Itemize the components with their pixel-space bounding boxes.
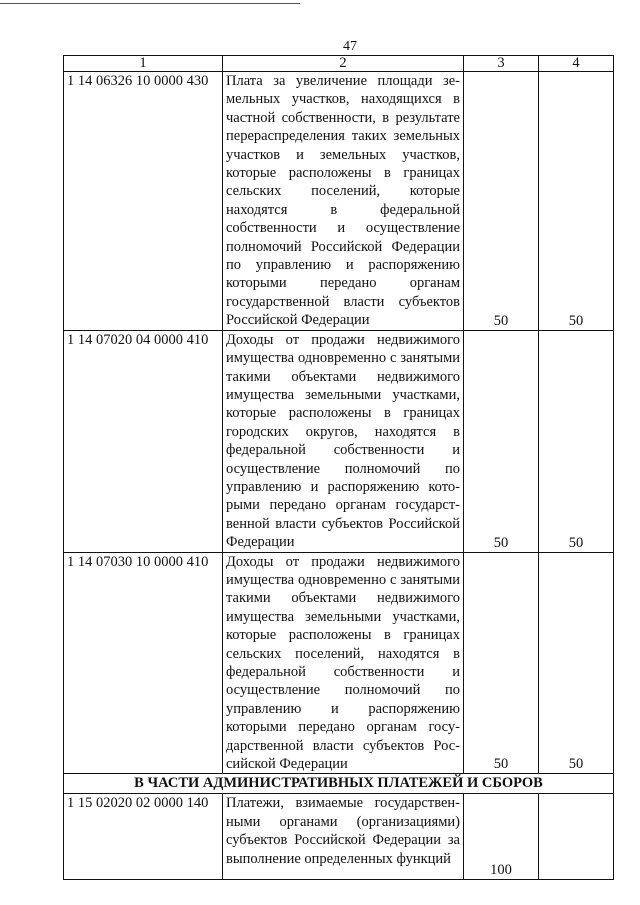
table-row — [64, 330, 614, 552]
section-header-row — [64, 774, 614, 794]
header-col-1: 1 — [64, 56, 223, 72]
header-col-2: 2 — [223, 56, 464, 72]
top-rule — [0, 3, 300, 4]
row-code: 1 14 07020 04 0000 410 — [64, 330, 223, 552]
revenue-table — [63, 55, 614, 880]
table-row — [64, 794, 614, 880]
row-description: Плата за увеличение площади земельных участков, находящихся в частной собственности, в результате перераспределения таких земельных участков и земельных участков, которые расположены в границах сельских поселений, которые находятся в федеральной собственности и осуществление полномочий Российской Федерации по управлению и распоряжению которыми передано органам государственной власти субъектов Российской Федерации — [223, 72, 464, 331]
row-description: Доходы от продажи недвижимого имущества одновременно с занятыми такими объектами недвижимого имущества земельными участками, которые расположены в границах городских округов, находятся в федеральной собственности и осуществление полномочий по управлению и распоряжению которыми передано органам государственной власти субъектов Российской Федерации — [223, 330, 464, 552]
row-value-col3: 100 — [464, 794, 539, 880]
row-code: 1 14 07030 10 0000 410 — [64, 552, 223, 774]
header-col-3: 3 — [464, 56, 539, 72]
row-value-col4: 50 — [539, 552, 614, 774]
header-col-4: 4 — [539, 56, 614, 72]
table-row — [64, 72, 614, 331]
table-row — [64, 552, 614, 774]
row-value-col3: 50 — [464, 552, 539, 774]
section-title: В ЧАСТИ АДМИНИСТРАТИВНЫХ ПЛАТЕЖЕЙ И СБОРОВ — [64, 774, 614, 794]
row-value-col3: 50 — [464, 72, 539, 331]
row-description: Платежи, взимаемые государственными органами (организациями) субъектов Российской Федерации за выполнение определенных функций — [223, 794, 464, 880]
header-row — [64, 56, 614, 72]
row-description: Доходы от продажи недвижимого имущества одновременно с занятыми такими объектами недвижимого имущества земельными участками, которые расположены в границах сельских поселений, находятся в федеральной собственности и осуществление полномочий по управлению и распоряжению которыми передано органам государственной власти субъектов Российской Федерации — [223, 552, 464, 774]
row-value-col4 — [539, 794, 614, 880]
row-code: 1 14 06326 10 0000 430 — [64, 72, 223, 331]
row-value-col3: 50 — [464, 330, 539, 552]
page-number: 47 — [343, 39, 357, 54]
row-code: 1 15 02020 02 0000 140 — [64, 794, 223, 880]
row-value-col4: 50 — [539, 330, 614, 552]
row-value-col4: 50 — [539, 72, 614, 331]
